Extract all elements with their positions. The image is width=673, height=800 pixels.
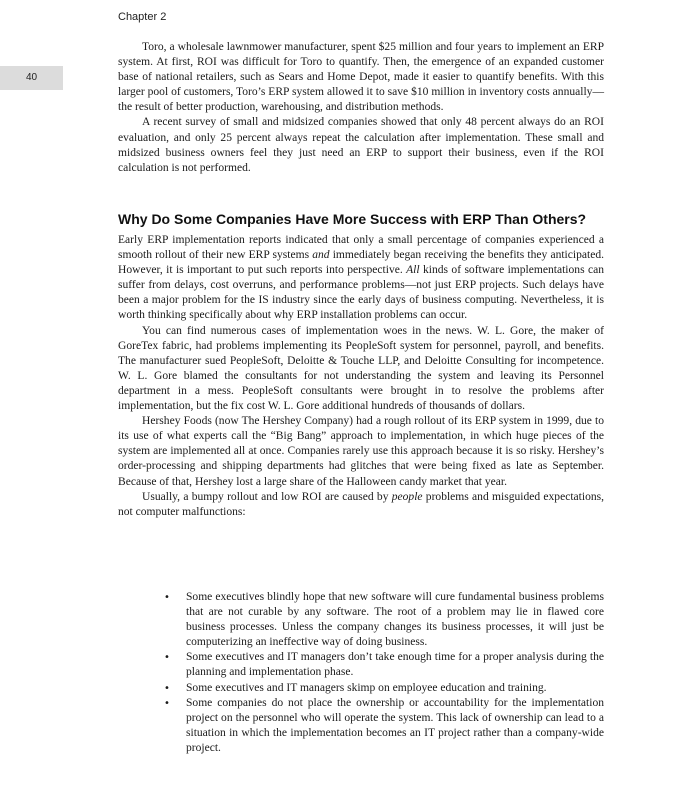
bullet-icon: • [164, 592, 170, 603]
paragraph-survey: A recent survey of small and midsized companies showed that only 48 percent always do an ROI evaluation, and only 25 percent always repeat the calculation after implementation. These small and midsized business owners feel they just need an ERP to support their business, even if the ROI calculation is not performed. [118, 116, 604, 174]
page-number-tab: 40 [0, 66, 63, 90]
text-run: kinds of software implementations can suffer from delays, cost overruns, and performance problems—not just ERP projects. Such delays have been a major problem for the IS industry since the early days of business computing. Nevertheless, it is worth thinking specifically about why ERP installation problems can occur. [118, 264, 604, 322]
list-item-text: Some executives blindly hope that new software will cure fundamental business problems that are not curable by any software. The root of a problem may lie in flawed core business processes. Unless the company changes its business processes, it will just be computerizing an ineffective way of doing business. [186, 591, 604, 649]
list-item [164, 681, 604, 696]
section-text [118, 233, 604, 520]
list-item [164, 590, 604, 650]
paragraph-early-reports [118, 233, 604, 324]
text-run: Early ERP implementation reports indicated that only a small percentage of companies experienced a smooth rollout of their new ERP systems [118, 234, 604, 262]
list-item-text: Some executives and IT managers skimp on employee education and training. [186, 681, 547, 694]
bullet-icon: • [164, 697, 170, 709]
list-item-text: Some companies do not place the ownership or accountability for the implementation project on the personnel who will operate the system. This lack of ownership can lead to a situation in which the implementation becomes an IT project rather than a company-wide project. [186, 696, 604, 754]
list-item [164, 696, 604, 756]
text-run: immediately began receiving the benefits they anticipated. However, it is important to put such reports into perspective. [118, 249, 604, 277]
list-item-text: Some executives and IT managers don’t take enough time for a proper analysis during the planning and implementation phase. [186, 651, 604, 679]
bullet-icon: • [164, 682, 170, 694]
intro-text [118, 40, 604, 176]
paragraph-hershey: Hershey Foods (now The Hershey Company) had a rough rollout of its ERP system in 1999, due to its use of what experts call the “Big Bang” approach to implementation, in which huge pieces of the system are implemented all at once. Companies rarely use this approach because it is so risky. Hershey’s order-processing and shipping departments had glitches that were being fixed as late as September. Because of that, Hershey lost a large share of the Halloween candy market that year. [118, 415, 604, 488]
emphasis-and: and [312, 249, 330, 262]
paragraph-gore: You can find numerous cases of implementation woes in the news. W. L. Gore, the maker of GoreTex fabric, had problems implementing its PeopleSoft system for personnel, payroll, and benefits. The manufacturer sued PeopleSoft, Deloitte & Touche LLP, and Deloitte Consulting for incompetence. W. L. Gore blamed the consultants for not understanding the system and leaving its Personnel department in a mess. PeopleSoft consultants were brought in to resolve the problems after implementation, but the fix cost W. L. Gore additional hundreds of thousands of dollars. [118, 324, 604, 413]
emphasis-people: people [391, 490, 423, 503]
paragraph-toro: Toro, a wholesale lawnmower manufacturer, spent $25 million and four years to implement an ERP system. At first, ROI was difficult for Toro to quantify. Then, the emergence of an expanded customer base of national retailers, such as Sears and Home Depot, made it easier to quantify benefits. With this larger pool of customers, Toro’s ERP system allowed it to save $10 million in inventory costs annually—the result of better production, warehousing, and distribution methods. [118, 41, 604, 114]
chapter-label: Chapter 2 [118, 11, 167, 23]
paragraph-usually [118, 490, 604, 520]
bullet-list [164, 590, 604, 756]
list-item [164, 650, 604, 680]
text-run: Usually, a bumpy rollout and low ROI are caused by [142, 490, 392, 503]
bullet-icon: • [164, 652, 170, 664]
emphasis-all: All [406, 264, 420, 277]
text-run: problems and misguided expectations, not computer malfunctions: [118, 490, 604, 518]
section-heading: Why Do Some Companies Have More Success with ERP Than Others? [118, 211, 587, 227]
